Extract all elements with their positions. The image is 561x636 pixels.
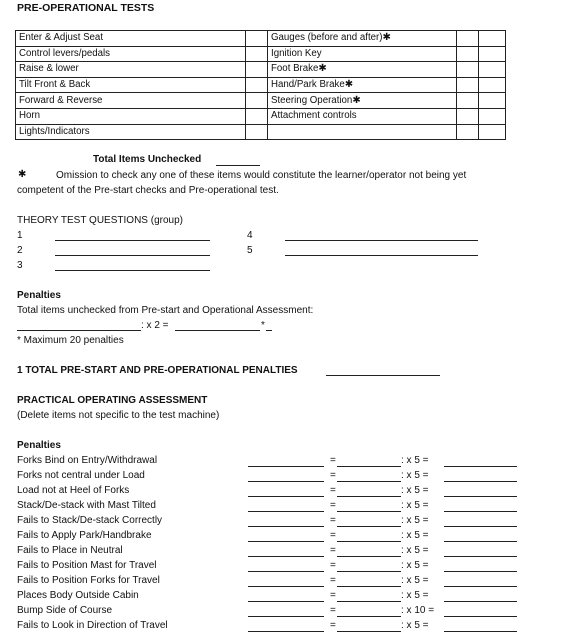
- checklist-item-label: [268, 124, 457, 140]
- penalty-equals: =: [330, 590, 336, 601]
- total-prestart-penalties-blank[interactable]: [326, 375, 440, 376]
- checklist-item-text: Tilt Front & Back: [19, 79, 91, 91]
- checklist-checkbox[interactable]: [479, 46, 506, 62]
- checklist-checkbox[interactable]: [246, 77, 268, 93]
- penalty-tally-blank[interactable]: [337, 496, 401, 497]
- penalty-tally-blank[interactable]: [337, 481, 401, 482]
- penalty-total-blank[interactable]: [444, 601, 517, 602]
- penalty-multiplier: : x 5 =: [401, 620, 429, 631]
- checklist-item-label: [268, 93, 457, 109]
- penalty-total-blank[interactable]: [444, 526, 517, 527]
- penalties-formula-mult: : x 2 =: [141, 320, 169, 331]
- penalty-row: [17, 575, 557, 590]
- theory-q3-answer[interactable]: [55, 270, 210, 271]
- unchecked-count-blank[interactable]: [17, 330, 141, 331]
- penalty-multiplier: : x 5 =: [401, 545, 429, 556]
- checklist-item-label: [268, 77, 457, 93]
- checklist-item-text: Gauges (before and after): [271, 32, 383, 44]
- penalty-count-blank[interactable]: [248, 481, 324, 482]
- penalty-equals: =: [330, 605, 336, 616]
- penalty-row: [17, 560, 557, 575]
- penalty-label: Places Body Outside Cabin: [17, 590, 139, 601]
- checklist-item-text: Enter & Adjust Seat: [19, 32, 104, 44]
- penalty-row: [17, 605, 557, 620]
- penalty-label: Fails to Place in Neutral: [17, 545, 123, 556]
- critical-star-icon: ✱: [382, 32, 391, 44]
- checklist-item-text: Hand/Park Brake: [271, 79, 345, 91]
- penalty-count-blank[interactable]: [248, 601, 324, 602]
- checklist-item-label: [268, 62, 457, 78]
- checklist-item-label: [16, 62, 246, 78]
- penalty-row: [17, 545, 557, 560]
- penalty-multiplier: : x 5 =: [401, 575, 429, 586]
- penalty-label: Bump Side of Course: [17, 605, 113, 616]
- checklist-item-text: Ignition Key: [271, 47, 322, 59]
- checklist-row: [16, 31, 506, 47]
- checklist-checkbox[interactable]: [246, 124, 268, 140]
- penalty-count-blank[interactable]: [248, 571, 324, 572]
- penalty-equals: =: [330, 455, 336, 466]
- checklist-item-label: [16, 93, 246, 109]
- max-penalties-note: * Maximum 20 penalties: [17, 335, 124, 346]
- pre-operational-checklist-table: [15, 30, 506, 140]
- checklist-row: [16, 93, 506, 109]
- penalty-equals: =: [330, 575, 336, 586]
- checklist-item-label: [268, 108, 457, 124]
- penalty-tally-blank[interactable]: [337, 526, 401, 527]
- penalty-tally-blank[interactable]: [337, 466, 401, 467]
- checklist-item-label: [268, 46, 457, 62]
- checklist-row: [16, 46, 506, 62]
- penalty-row: [17, 485, 557, 500]
- penalties-formula-tail: [266, 330, 272, 331]
- penalty-total-blank[interactable]: [444, 631, 517, 632]
- penalty-multiplier: : x 5 =: [401, 470, 429, 481]
- critical-star-icon: ✱: [352, 94, 361, 106]
- penalty-count-blank[interactable]: [248, 511, 324, 512]
- penalty-equals: =: [330, 560, 336, 571]
- total-unchecked-label: Total Items Unchecked: [93, 154, 202, 165]
- penalty-equals: =: [330, 545, 336, 556]
- penalties-intro-text: Total items unchecked from Pre-start and Operational Assessment:: [17, 305, 314, 316]
- practical-heading: PRACTICAL OPERATING ASSESSMENT: [17, 395, 208, 406]
- checklist-row: [16, 77, 506, 93]
- checklist-item-text: Control levers/pedals: [19, 47, 111, 59]
- theory-q2-answer[interactable]: [55, 255, 210, 256]
- checklist-checkbox[interactable]: [479, 77, 506, 93]
- penalty-total-blank[interactable]: [444, 481, 517, 482]
- penalty-tally-blank[interactable]: [337, 556, 401, 557]
- penalty-equals: =: [330, 515, 336, 526]
- penalty-label: Fails to Position Mast for Travel: [17, 560, 157, 571]
- penalty-equals: =: [330, 485, 336, 496]
- penalty-multiplier: : x 5 =: [401, 560, 429, 571]
- penalty-label: Stack/De-stack with Mast Tilted: [17, 500, 156, 511]
- penalty-tally-blank[interactable]: [337, 511, 401, 512]
- critical-star-icon: ✱: [344, 79, 354, 91]
- penalty-total-blank[interactable]: [444, 511, 517, 512]
- penalties-heading: Penalties: [17, 290, 61, 301]
- checklist-item-label: [16, 46, 246, 62]
- checklist-checkbox[interactable]: [246, 62, 268, 78]
- penalty-row: [17, 470, 557, 485]
- penalty-tally-blank[interactable]: [337, 616, 401, 617]
- penalty-equals: =: [330, 620, 336, 631]
- page-title: PRE-OPERATIONAL TESTS: [17, 2, 155, 14]
- unchecked-penalty-blank[interactable]: [175, 330, 260, 331]
- theory-q1-answer[interactable]: [55, 240, 210, 241]
- penalty-equals: =: [330, 500, 336, 511]
- penalty-label: Fails to Apply Park/Handbrake: [17, 530, 152, 541]
- penalty-multiplier: : x 5 =: [401, 500, 429, 511]
- total-prestart-penalties-label: 1 TOTAL PRE-START AND PRE-OPERATIONAL PENALTIES: [17, 365, 298, 376]
- penalty-label: Fails to Position Forks for Travel: [17, 575, 160, 586]
- checklist-checkbox[interactable]: [479, 31, 506, 47]
- checklist-checkbox[interactable]: [457, 124, 479, 140]
- penalty-multiplier: : x 5 =: [401, 485, 429, 496]
- penalty-count-blank[interactable]: [248, 526, 324, 527]
- penalty-total-blank[interactable]: [444, 571, 517, 572]
- penalty-multiplier: : x 5 =: [401, 515, 429, 526]
- penalty-equals: =: [330, 470, 336, 481]
- checklist-checkbox[interactable]: [246, 31, 268, 47]
- penalty-count-blank[interactable]: [248, 541, 324, 542]
- checklist-item-label: [268, 31, 457, 47]
- checklist-item-text: Horn: [19, 110, 40, 122]
- checklist-checkbox[interactable]: [479, 62, 506, 78]
- theory-q2-number: 2: [17, 245, 23, 256]
- critical-star-icon: ✱: [318, 63, 327, 75]
- penalty-label: Load not at Heel of Forks: [17, 485, 130, 496]
- omission-star-icon: ✱: [18, 169, 27, 180]
- checklist-item-text: Forward & Reverse: [19, 94, 103, 106]
- checklist-row: [16, 62, 506, 78]
- penalty-total-blank[interactable]: [444, 586, 517, 587]
- penalty-tally-blank[interactable]: [337, 541, 401, 542]
- penalty-row: [17, 620, 557, 635]
- penalty-total-blank[interactable]: [444, 541, 517, 542]
- checklist-item-label: [16, 124, 246, 140]
- checklist-checkbox[interactable]: [479, 108, 506, 124]
- theory-heading: THEORY TEST QUESTIONS (group): [17, 215, 183, 226]
- checklist-item-label: [16, 77, 246, 93]
- penalty-tally-blank[interactable]: [337, 601, 401, 602]
- penalties-formula-star: *: [261, 320, 265, 331]
- omission-note-line1: Omission to check any one of these items would constitute the learner/operator not being yet: [56, 170, 467, 181]
- penalty-label: Forks Bind on Entry/Withdrawal: [17, 455, 158, 466]
- penalty-multiplier: : x 5 =: [401, 590, 429, 601]
- theory-q1-number: 1: [17, 230, 23, 241]
- penalty-row: [17, 530, 557, 545]
- checklist-checkbox[interactable]: [457, 31, 479, 47]
- checklist-checkbox[interactable]: [246, 93, 268, 109]
- total-unchecked-blank[interactable]: [216, 165, 260, 166]
- penalty-row: [17, 515, 557, 530]
- penalty-tally-blank[interactable]: [337, 571, 401, 572]
- penalty-count-blank[interactable]: [248, 556, 324, 557]
- penalty-multiplier: : x 10 =: [401, 605, 435, 616]
- checklist-checkbox[interactable]: [457, 77, 479, 93]
- checklist-item-label: [16, 108, 246, 124]
- checklist-checkbox[interactable]: [246, 46, 268, 62]
- penalty-count-blank[interactable]: [248, 616, 324, 617]
- penalty-total-blank[interactable]: [444, 556, 517, 557]
- theory-q3-number: 3: [17, 260, 23, 271]
- checklist-row: [16, 108, 506, 124]
- penalty-label: Fails to Look in Direction of Travel: [17, 620, 168, 631]
- penalty-count-blank[interactable]: [248, 466, 324, 467]
- theory-q4-answer[interactable]: [285, 240, 478, 241]
- theory-q5-answer[interactable]: [285, 255, 478, 256]
- penalty-row: [17, 590, 557, 605]
- checklist-checkbox[interactable]: [479, 93, 506, 109]
- checklist-checkbox[interactable]: [457, 108, 479, 124]
- penalty-multiplier: : x 5 =: [401, 530, 429, 541]
- penalty-count-blank[interactable]: [248, 631, 324, 632]
- practical-penalties-heading: Penalties: [17, 440, 61, 451]
- penalty-count-blank[interactable]: [248, 496, 324, 497]
- penalty-total-blank[interactable]: [444, 496, 517, 497]
- omission-note-line2: competent of the Pre-start checks and Pre-operational test.: [17, 185, 279, 196]
- theory-q5-number: 5: [247, 245, 253, 256]
- checklist-item-text: Attachment controls: [271, 110, 357, 122]
- checklist-checkbox[interactable]: [457, 46, 479, 62]
- checklist-checkbox[interactable]: [457, 62, 479, 78]
- checklist-checkbox[interactable]: [479, 124, 506, 140]
- checklist-item-text: Raise & lower: [19, 63, 79, 75]
- checklist-item-text: Lights/Indicators: [19, 125, 90, 137]
- theory-q4-number: 4: [247, 230, 253, 241]
- penalty-label: Forks not central under Load: [17, 470, 145, 481]
- practical-subtext: (Delete items not specific to the test machine): [17, 410, 220, 421]
- penalty-row: [17, 500, 557, 515]
- penalty-multiplier: : x 5 =: [401, 455, 429, 466]
- checklist-checkbox[interactable]: [246, 108, 268, 124]
- checklist-row: [16, 124, 506, 140]
- checklist-checkbox[interactable]: [457, 93, 479, 109]
- penalty-total-blank[interactable]: [444, 616, 517, 617]
- checklist-item-text: Steering Operation: [271, 94, 353, 106]
- checklist-item-text: Foot Brake: [271, 63, 319, 75]
- checklist-item-label: [16, 31, 246, 47]
- penalty-equals: =: [330, 530, 336, 541]
- penalty-count-blank[interactable]: [248, 586, 324, 587]
- penalty-row: [17, 455, 557, 470]
- penalty-tally-blank[interactable]: [337, 631, 401, 632]
- penalty-label: Fails to Stack/De-stack Correctly: [17, 515, 163, 526]
- penalty-tally-blank[interactable]: [337, 586, 401, 587]
- penalty-total-blank[interactable]: [444, 466, 517, 467]
